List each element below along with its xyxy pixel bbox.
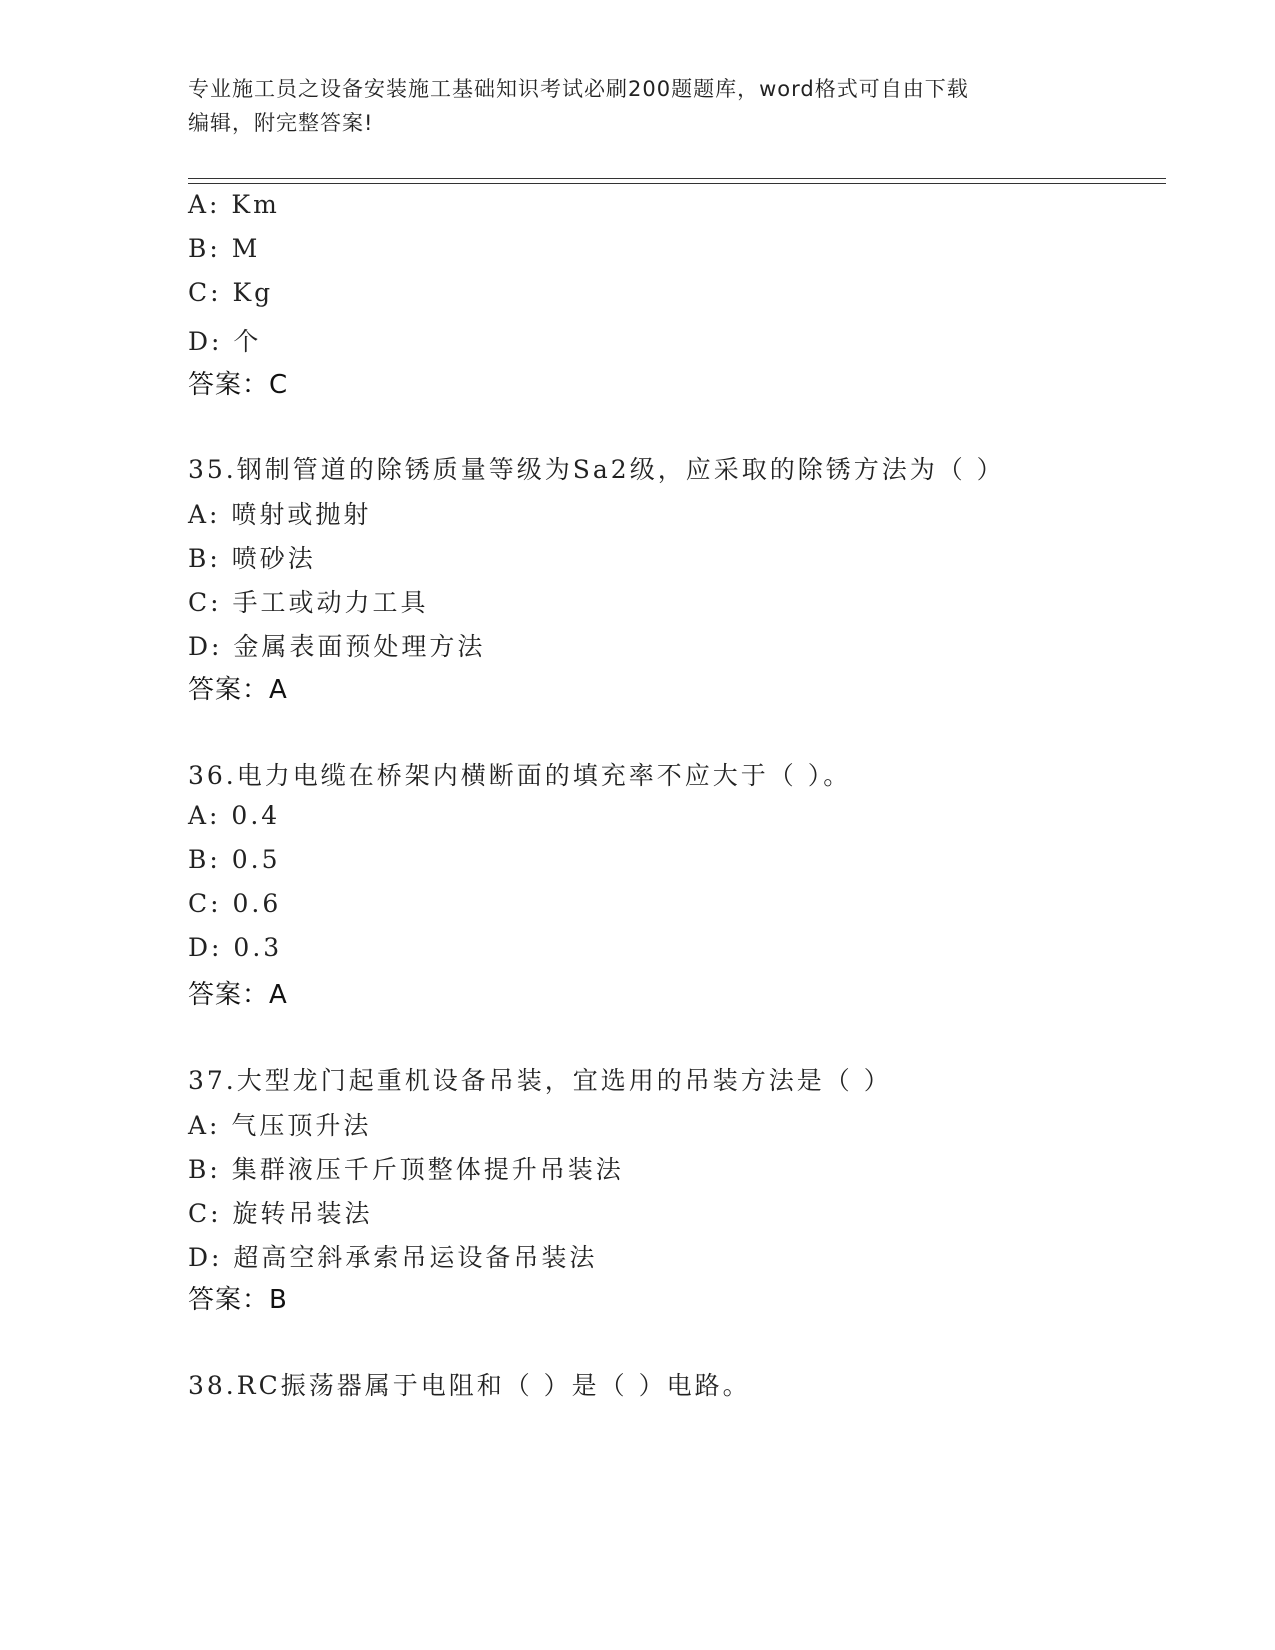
option-d: D: 超高空斜承索吊运设备吊装法 bbox=[188, 1243, 598, 1272]
option-a: A: 气压顶升法 bbox=[188, 1111, 372, 1140]
document-header bbox=[188, 72, 1068, 140]
question-38: 38.RC振荡器属于电阻和（ ）是（ ）电路。 bbox=[188, 1371, 751, 1400]
option-b: B: 喷砂法 bbox=[188, 544, 316, 573]
option-a: A: Km bbox=[188, 190, 280, 219]
option-b: B: 集群液压千斤顶整体提升吊装法 bbox=[188, 1155, 624, 1184]
option-c: C: 旋转吊装法 bbox=[188, 1199, 373, 1228]
answer-text: 答案：B bbox=[188, 1285, 288, 1315]
answer-text: 答案：A bbox=[188, 980, 288, 1010]
option-d: D: 个 bbox=[188, 327, 262, 356]
answer-text: 答案：A bbox=[188, 675, 288, 705]
question-37: 37.大型龙门起重机设备吊装，宜选用的吊装方法是（ ） bbox=[188, 1066, 892, 1095]
question-35: 35.钢制管道的除锈质量等级为Sa2级，应采取的除锈方法为（ ） bbox=[188, 455, 1005, 484]
header-divider-bottom bbox=[188, 183, 1166, 184]
option-b: B: M bbox=[188, 234, 261, 263]
header-title-line1: 专业施工员之设备安装施工基础知识考试必刷200题题库，word格式可自由下载 bbox=[188, 77, 969, 101]
option-a: A: 0.4 bbox=[188, 801, 281, 830]
option-c: C: 手工或动力工具 bbox=[188, 588, 429, 617]
option-d: D: 金属表面预处理方法 bbox=[188, 632, 486, 661]
question-36: 36.电力电缆在桥架内横断面的填充率不应大于（ ）。 bbox=[188, 761, 852, 790]
option-b: B: 0.5 bbox=[188, 845, 281, 874]
header-divider-top bbox=[188, 178, 1166, 179]
option-d: D: 0.3 bbox=[188, 933, 283, 962]
header-title-line2: 编辑，附完整答案! bbox=[188, 111, 374, 135]
option-c: C: Kg bbox=[188, 278, 274, 307]
option-a: A: 喷射或抛射 bbox=[188, 500, 372, 529]
option-c: C: 0.6 bbox=[188, 889, 282, 918]
answer-text: 答案：C bbox=[188, 370, 289, 400]
